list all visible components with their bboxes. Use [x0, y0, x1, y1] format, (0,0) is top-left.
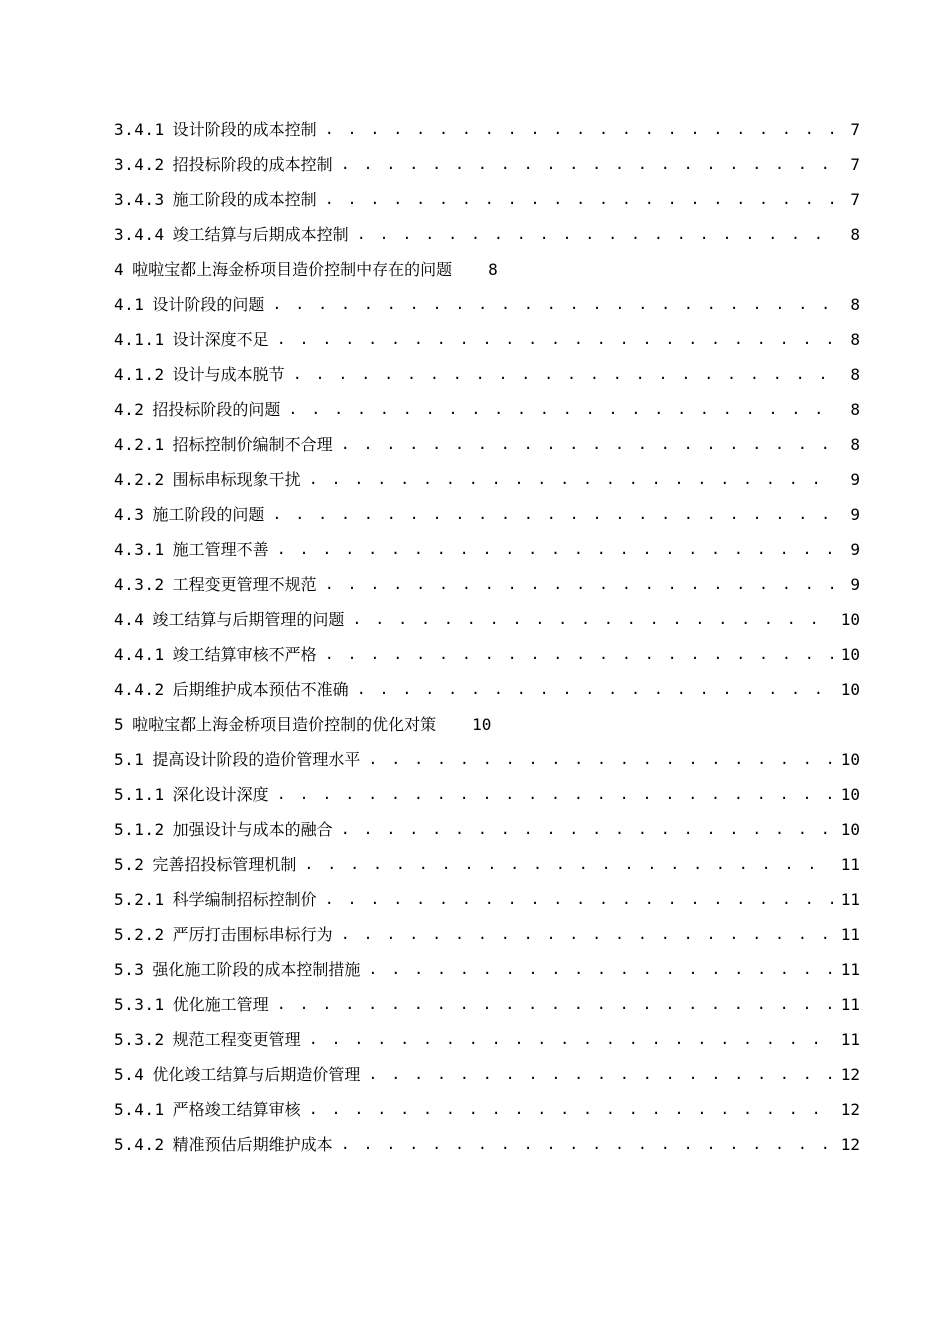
toc-entry-page-number: 10 [840, 610, 860, 629]
toc-entry[interactable] [114, 847, 860, 882]
toc-entry[interactable] [114, 637, 860, 672]
toc-entry[interactable] [114, 987, 860, 1022]
toc-dot-leader [293, 357, 834, 392]
toc-entry-page-number: 11 [840, 925, 860, 944]
toc-entry-page-number: 11 [840, 855, 860, 874]
toc-entry-number: 5.2.1 [114, 890, 165, 909]
toc-dot-leader [341, 917, 833, 952]
toc-dot-leader [277, 532, 834, 567]
toc-entry-page-number: 10 [840, 785, 860, 804]
toc-entry-number: 5.3 [114, 960, 145, 979]
toc-dot-leader [277, 987, 833, 1022]
toc-entry-title: 啦啦宝都上海金桥项目造价控制的优化对策 [132, 715, 437, 734]
toc-entry-title: 加强设计与成本的融合 [172, 820, 333, 839]
toc-entry-title: 严格竣工结算审核 [172, 1100, 301, 1119]
toc-entry-title: 完善招投标管理机制 [152, 855, 297, 874]
toc-entry[interactable] [114, 567, 860, 602]
toc-entry-number: 5.2.2 [114, 925, 165, 944]
toc-entry-title: 强化施工阶段的成本控制措施 [152, 960, 361, 979]
toc-entry-number: 4.1.1 [114, 330, 165, 349]
toc-entry[interactable] [114, 392, 860, 427]
toc-dot-leader [272, 497, 834, 532]
toc-dot-leader [357, 672, 833, 707]
toc-dot-leader [325, 182, 834, 217]
toc-entry-page-number: 8 [850, 330, 860, 349]
toc-dot-leader [325, 567, 834, 602]
toc-entry[interactable] [114, 1092, 860, 1127]
toc-dot-leader [277, 777, 833, 812]
toc-entry[interactable] [114, 182, 860, 217]
toc-entry-number: 5.4 [114, 1065, 145, 1084]
toc-entry-page-number: 9 [850, 540, 860, 559]
toc-entry-title: 科学编制招标控制价 [172, 890, 317, 909]
toc-entry[interactable] [114, 147, 860, 182]
toc-entry[interactable] [114, 357, 860, 392]
toc-entry[interactable] [114, 602, 860, 637]
toc-entry-title: 深化设计深度 [172, 785, 269, 804]
toc-entry-page-number: 10 [840, 680, 860, 699]
toc-entry[interactable] [114, 427, 860, 462]
toc-entry-title: 设计阶段的问题 [152, 295, 265, 314]
toc-entry-number: 5.3.2 [114, 1030, 165, 1049]
toc-dot-leader [368, 952, 832, 987]
toc-entry-number: 4.2 [114, 400, 145, 419]
toc-entry[interactable] [114, 462, 860, 497]
toc-entry-number: 4 [114, 260, 125, 279]
toc-entry-number: 5.1 [114, 750, 145, 769]
toc-dot-leader [341, 147, 834, 182]
toc-chapter-entry[interactable] [114, 707, 860, 742]
toc-entry-page-number: 8 [850, 435, 860, 454]
toc-entry[interactable] [114, 742, 860, 777]
toc-entry-page-number: 12 [840, 1065, 860, 1084]
toc-entry-page-number: 8 [850, 225, 860, 244]
table-of-contents [114, 112, 860, 1162]
toc-entry[interactable] [114, 532, 860, 567]
toc-entry-number: 5.2 [114, 855, 145, 874]
toc-entry[interactable] [114, 777, 860, 812]
toc-dot-leader [368, 1057, 832, 1092]
toc-entry-number: 4.4.2 [114, 680, 165, 699]
toc-entry-number: 4.3.2 [114, 575, 165, 594]
toc-dot-leader [325, 882, 833, 917]
toc-entry-title: 招投标阶段的成本控制 [172, 155, 333, 174]
toc-entry[interactable] [114, 917, 860, 952]
toc-entry-page-number: 8 [850, 400, 860, 419]
toc-dot-leader [325, 112, 834, 147]
toc-entry-title: 竣工结算与后期管理的问题 [152, 610, 345, 629]
toc-entry-number: 3.4.4 [114, 225, 165, 244]
toc-dot-leader [309, 1092, 833, 1127]
toc-entry-page-number: 7 [850, 155, 860, 174]
toc-entry-title: 后期维护成本预估不准确 [172, 680, 349, 699]
toc-entry-page-number: 11 [840, 995, 860, 1014]
toc-entry-number: 3.4.3 [114, 190, 165, 209]
toc-entry-page-number: 9 [850, 575, 860, 594]
toc-entry-page-number: 10 [840, 750, 860, 769]
toc-entry[interactable] [114, 112, 860, 147]
toc-entry-title: 设计深度不足 [172, 330, 269, 349]
toc-dot-leader [341, 812, 833, 847]
toc-entry-title: 竣工结算审核不严格 [172, 645, 317, 664]
toc-dot-leader [357, 217, 834, 252]
toc-entry[interactable] [114, 1022, 860, 1057]
toc-dot-leader [304, 847, 832, 882]
toc-entry-number: 4.1 [114, 295, 145, 314]
toc-entry[interactable] [114, 1127, 860, 1162]
toc-entry[interactable] [114, 672, 860, 707]
toc-entry-number: 4.4 [114, 610, 145, 629]
toc-entry-title: 精准预估后期维护成本 [172, 1135, 333, 1154]
toc-entry-title: 围标串标现象干扰 [172, 470, 301, 489]
toc-dot-leader [277, 322, 834, 357]
toc-dot-leader [309, 1022, 833, 1057]
toc-entry-page-number: 7 [850, 190, 860, 209]
toc-dot-leader [288, 392, 834, 427]
toc-entry-page-number: 7 [850, 120, 860, 139]
toc-dot-leader [352, 602, 832, 637]
toc-dot-leader [272, 287, 834, 322]
toc-entry-number: 3.4.2 [114, 155, 165, 174]
toc-entry-page-number: 11 [840, 1030, 860, 1049]
toc-entry-title: 施工阶段的成本控制 [172, 190, 317, 209]
toc-entry-title: 设计阶段的成本控制 [172, 120, 317, 139]
toc-entry[interactable] [114, 1057, 860, 1092]
toc-entry-title: 严厉打击围标串标行为 [172, 925, 333, 944]
toc-entry-title: 优化竣工结算与后期造价管理 [152, 1065, 361, 1084]
toc-entry-number: 4.4.1 [114, 645, 165, 664]
toc-entry[interactable] [114, 882, 860, 917]
toc-entry-title: 提高设计阶段的造价管理水平 [152, 750, 361, 769]
toc-entry-number: 5.4.2 [114, 1135, 165, 1154]
toc-entry-number: 5.3.1 [114, 995, 165, 1014]
toc-entry-title: 啦啦宝都上海金桥项目造价控制中存在的问题 [132, 260, 453, 279]
toc-dot-leader [368, 742, 832, 777]
toc-entry[interactable] [114, 812, 860, 847]
toc-entry-number: 4.2.1 [114, 435, 165, 454]
toc-entry-title: 施工管理不善 [172, 540, 269, 559]
toc-dot-leader [309, 462, 834, 497]
toc-dot-leader [325, 637, 833, 672]
toc-entry-title: 竣工结算与后期成本控制 [172, 225, 349, 244]
toc-entry-number: 4.1.2 [114, 365, 165, 384]
toc-entry-number: 3.4.1 [114, 120, 165, 139]
toc-entry-number: 5.4.1 [114, 1100, 165, 1119]
toc-entry[interactable] [114, 287, 860, 322]
toc-entry-page-number: 9 [850, 470, 860, 489]
toc-entry-title: 工程变更管理不规范 [172, 575, 317, 594]
toc-entry-number: 4.2.2 [114, 470, 165, 489]
toc-entry[interactable] [114, 217, 860, 252]
toc-entry-page-number: 10 [472, 715, 492, 734]
toc-entry-number: 4.3 [114, 505, 145, 524]
toc-chapter-entry[interactable] [114, 252, 860, 287]
toc-entry-title: 招标控制价编制不合理 [172, 435, 333, 454]
toc-entry-page-number: 12 [840, 1100, 860, 1119]
toc-entry-page-number: 10 [840, 820, 860, 839]
toc-entry-title: 施工阶段的问题 [152, 505, 265, 524]
toc-dot-leader [341, 1127, 833, 1162]
toc-entry-page-number: 11 [840, 960, 860, 979]
toc-entry-page-number: 8 [850, 295, 860, 314]
toc-entry-number: 5.1.1 [114, 785, 165, 804]
toc-entry-page-number: 9 [850, 505, 860, 524]
toc-entry-number: 4.3.1 [114, 540, 165, 559]
toc-entry-title: 设计与成本脱节 [172, 365, 285, 384]
toc-dot-leader [341, 427, 834, 462]
toc-entry-page-number: 11 [840, 890, 860, 909]
toc-entry-page-number: 8 [850, 365, 860, 384]
toc-entry[interactable] [114, 497, 860, 532]
toc-entry-number: 5.1.2 [114, 820, 165, 839]
toc-entry-title: 规范工程变更管理 [172, 1030, 301, 1049]
toc-entry-title: 优化施工管理 [172, 995, 269, 1014]
toc-entry[interactable] [114, 322, 860, 357]
toc-entry-title: 招投标阶段的问题 [152, 400, 281, 419]
toc-entry-page-number: 12 [840, 1135, 860, 1154]
toc-entry[interactable] [114, 952, 860, 987]
toc-entry-number: 5 [114, 715, 125, 734]
toc-entry-page-number: 10 [840, 645, 860, 664]
toc-entry-page-number: 8 [488, 260, 498, 279]
